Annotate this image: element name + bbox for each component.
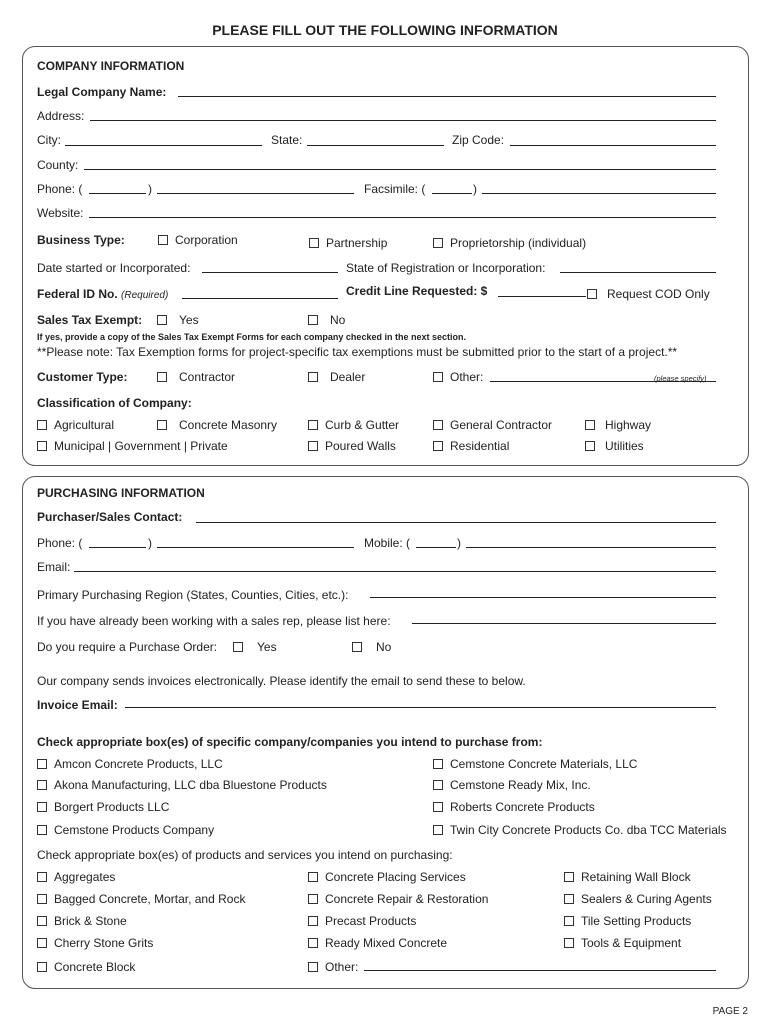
checkbox-icon [233, 642, 243, 652]
checkbox-icon [433, 441, 443, 451]
checkbox-icon [433, 825, 443, 835]
checkbox-icon [564, 916, 574, 926]
legal-company-name-label: Legal Company Name: [37, 85, 167, 99]
checkbox-icon [157, 420, 167, 430]
federal-id-label: Federal ID No. (Required) [37, 287, 169, 301]
checkbox-icon [37, 420, 47, 430]
purchasing-section-heading: PURCHASING INFORMATION [37, 486, 205, 500]
product-brick-stone[interactable]: Brick & Stone [37, 914, 127, 928]
classification-curb-gutter[interactable]: Curb & Gutter [308, 418, 399, 432]
customer-type-other-option[interactable]: Other: [433, 370, 483, 384]
purchasing-information-section [22, 476, 749, 989]
checkbox-icon [37, 802, 47, 812]
mobile-field[interactable] [466, 547, 716, 548]
business-type-proprietorship-option[interactable]: Proprietorship (individual) [433, 236, 586, 250]
checkbox-icon [433, 802, 443, 812]
phone-number-field[interactable] [157, 193, 354, 194]
company-akona[interactable]: Akona Manufacturing, LLC dba Bluestone Products [37, 778, 327, 792]
classification-agricultural[interactable]: Agricultural [37, 418, 114, 432]
product-tile-setting[interactable]: Tile Setting Products [564, 914, 691, 928]
checkbox-icon [309, 238, 319, 248]
checkbox-icon [308, 916, 318, 926]
checkbox-icon [564, 894, 574, 904]
federal-id-field[interactable] [182, 298, 338, 299]
checkbox-icon [585, 441, 595, 451]
checkbox-icon [433, 372, 443, 382]
checkbox-icon [157, 372, 167, 382]
product-bagged-concrete[interactable]: Bagged Concrete, Mortar, and Rock [37, 892, 245, 906]
business-type-label: Business Type: [37, 233, 125, 247]
checkbox-icon [433, 420, 443, 430]
purchaser-phone-label: Phone: ( [37, 536, 83, 550]
company-cemstone-materials[interactable]: Cemstone Concrete Materials, LLC [433, 757, 637, 771]
zip-code-label: Zip Code: [452, 133, 505, 147]
classification-poured-walls[interactable]: Poured Walls [308, 439, 396, 453]
fax-paren: ) [473, 182, 477, 196]
checkbox-icon [37, 780, 47, 790]
sales-tax-instructions: If yes, provide a copy of the Sales Tax Exempt Forms for each company checked in the next section. [37, 332, 466, 342]
checkbox-icon [37, 962, 47, 972]
checkbox-icon [37, 872, 47, 882]
product-concrete-block[interactable]: Concrete Block [37, 960, 135, 974]
product-other-field[interactable] [364, 970, 716, 971]
companies-heading: Check appropriate box(es) of specific company/companies you intend to purchase from: [37, 735, 543, 749]
facsimile-label: Facsimile: ( [364, 182, 426, 196]
classification-general-contractor[interactable]: General Contractor [433, 418, 552, 432]
checkbox-icon [308, 420, 318, 430]
company-roberts[interactable]: Roberts Concrete Products [433, 800, 595, 814]
checkbox-icon [433, 759, 443, 769]
credit-line-field[interactable] [498, 296, 586, 297]
county-label: County: [37, 158, 79, 172]
invoice-email-label: Invoice Email: [37, 698, 118, 712]
checkbox-icon [564, 872, 574, 882]
state-field[interactable] [307, 145, 444, 146]
classification-label: Classification of Company: [37, 396, 192, 410]
county-field[interactable] [84, 169, 716, 170]
product-retaining-wall[interactable]: Retaining Wall Block [564, 870, 691, 884]
page-title: PLEASE FILL OUT THE FOLLOWING INFORMATION [212, 22, 558, 38]
customer-type-contractor-option[interactable]: Contractor [157, 370, 235, 384]
checkbox-icon [308, 372, 318, 382]
date-started-label: Date started or Incorporated: [37, 261, 191, 275]
legal-company-name-field[interactable] [178, 96, 716, 97]
purchaser-contact-label: Purchaser/Sales Contact: [37, 510, 183, 524]
checkbox-icon [587, 289, 597, 299]
product-tools[interactable]: Tools & Equipment [564, 936, 681, 950]
checkbox-icon [308, 441, 318, 451]
phone-label: Phone: ( [37, 182, 83, 196]
sales-rep-label: If you have already been working with a sales rep, please list here: [37, 614, 391, 628]
purchasing-region-label: Primary Purchasing Region (States, Counties, Cities, etc.): [37, 588, 349, 602]
product-ready-mixed[interactable]: Ready Mixed Concrete [308, 936, 447, 950]
zip-code-field[interactable] [510, 145, 716, 146]
product-cherry-stone-grits[interactable]: Cherry Stone Grits [37, 936, 153, 950]
date-started-field[interactable] [202, 272, 338, 273]
checkbox-icon [37, 759, 47, 769]
product-other[interactable]: Other: [308, 960, 358, 974]
checkbox-icon [433, 238, 443, 248]
tax-exemption-note: **Please note: Tax Exemption forms for project-specific tax exemptions must be submitted prior to the start of a project.** [37, 345, 678, 359]
business-type-partnership-option[interactable]: Partnership [309, 236, 387, 250]
product-concrete-repair[interactable]: Concrete Repair & Restoration [308, 892, 488, 906]
purchase-order-label: Do you require a Purchase Order: [37, 640, 218, 654]
phone-paren: ) [148, 182, 152, 196]
checkbox-icon [352, 642, 362, 652]
mobile-area-code-field[interactable] [416, 547, 456, 548]
purchase-order-yes-option[interactable]: Yes [233, 640, 277, 654]
checkbox-icon [37, 825, 47, 835]
website-label: Website: [37, 206, 84, 220]
city-field[interactable] [65, 145, 262, 146]
checkbox-icon [37, 441, 47, 451]
company-twin-city[interactable]: Twin City Concrete Products Co. dba TCC Materials [433, 823, 727, 837]
product-sealers[interactable]: Sealers & Curing Agents [564, 892, 712, 906]
city-label: City: [37, 133, 61, 147]
company-amcon[interactable]: Amcon Concrete Products, LLC [37, 757, 223, 771]
state-label: State: [271, 133, 303, 147]
checkbox-icon [158, 235, 168, 245]
classification-residential[interactable]: Residential [433, 439, 509, 453]
fax-number-field[interactable] [482, 193, 716, 194]
address-field[interactable] [90, 120, 716, 121]
purchaser-contact-field[interactable] [196, 522, 716, 523]
checkbox-icon [308, 962, 318, 972]
product-aggregates[interactable]: Aggregates [37, 870, 115, 884]
business-type-corporation-option[interactable]: Corporation [158, 233, 238, 247]
mobile-label: Mobile: ( [364, 536, 411, 550]
invoice-email-field[interactable] [125, 707, 716, 708]
company-cemstone-ready-mix[interactable]: Cemstone Ready Mix, Inc. [433, 778, 591, 792]
checkbox-icon [308, 938, 318, 948]
sales-tax-no-option[interactable]: No [308, 313, 345, 327]
phone-area-code-field[interactable] [89, 193, 146, 194]
mobile-paren: ) [457, 536, 461, 550]
sales-tax-yes-option[interactable]: Yes [157, 313, 199, 327]
fax-area-code-field[interactable] [432, 193, 472, 194]
customer-type-label: Customer Type: [37, 370, 128, 384]
company-section-heading: COMPANY INFORMATION [37, 59, 185, 73]
invoice-note: Our company sends invoices electronically. Please identify the email to send these to below. [37, 674, 526, 688]
purchaser-phone-field[interactable] [157, 547, 354, 548]
checkbox-icon [37, 938, 47, 948]
checkbox-icon [585, 420, 595, 430]
state-registration-label: State of Registration or Incorporation: [346, 261, 546, 275]
checkbox-icon [308, 872, 318, 882]
email-field[interactable] [74, 571, 716, 572]
purchasing-region-field[interactable] [370, 597, 716, 598]
purchaser-phone-area-code-field[interactable] [89, 547, 146, 548]
checkbox-icon [157, 315, 167, 325]
classification-highway[interactable]: Highway [585, 418, 651, 432]
page-number: PAGE 2 [712, 1006, 748, 1017]
checkbox-icon [37, 894, 47, 904]
sales-tax-exempt-label: Sales Tax Exempt: [37, 313, 143, 327]
classification-utilities[interactable]: Utilities [585, 439, 644, 453]
request-cod-option[interactable]: Request COD Only [587, 287, 710, 301]
classification-concrete-masonry[interactable]: Concrete Masonry [157, 418, 277, 432]
purchase-order-no-option[interactable]: No [352, 640, 391, 654]
please-specify-note: (please specify) [654, 374, 707, 383]
classification-municipal[interactable]: Municipal | Government | Private [37, 439, 228, 453]
products-heading: Check appropriate box(es) of products and services you intend on purchasing: [37, 848, 453, 862]
purchaser-phone-paren: ) [148, 536, 152, 550]
sales-rep-field[interactable] [412, 623, 716, 624]
email-label: Email: [37, 560, 71, 574]
company-cemstone-products[interactable]: Cemstone Products Company [37, 823, 214, 837]
checkbox-icon [308, 315, 318, 325]
product-concrete-placing[interactable]: Concrete Placing Services [308, 870, 466, 884]
website-field[interactable] [89, 217, 716, 218]
checkbox-icon [433, 780, 443, 790]
checkbox-icon [37, 916, 47, 926]
address-label: Address: [37, 109, 85, 123]
product-precast[interactable]: Precast Products [308, 914, 416, 928]
credit-line-label: Credit Line Requested: $ [346, 284, 488, 298]
company-borgert[interactable]: Borgert Products LLC [37, 800, 169, 814]
state-registration-field[interactable] [560, 272, 716, 273]
customer-type-dealer-option[interactable]: Dealer [308, 370, 365, 384]
checkbox-icon [308, 894, 318, 904]
checkbox-icon [564, 938, 574, 948]
